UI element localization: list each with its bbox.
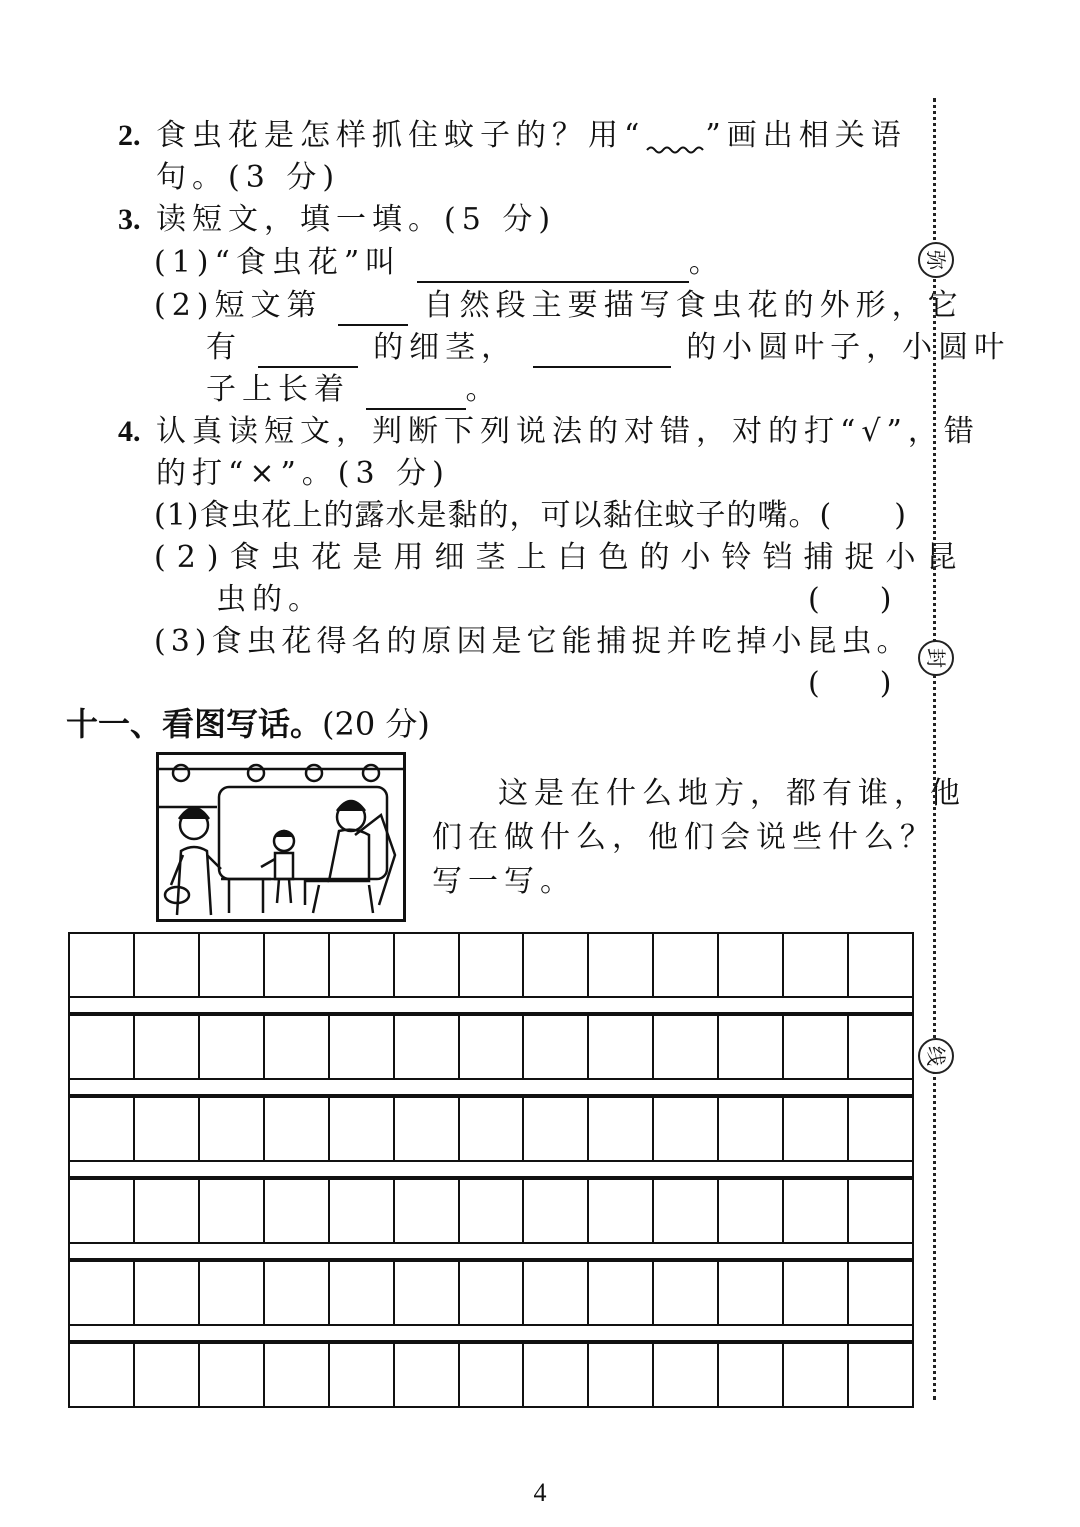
page-number: 4 — [533, 1478, 547, 1507]
grid-cell[interactable] — [524, 934, 589, 996]
grid-cell[interactable] — [719, 1098, 784, 1160]
grid-cell[interactable] — [524, 1262, 589, 1324]
section-11-title — [66, 702, 430, 746]
q4-statement-2[interactable] — [154, 538, 968, 578]
grid-cell[interactable] — [589, 1180, 654, 1242]
section-11-points: (20 分) — [322, 705, 430, 743]
grid-cell[interactable] — [849, 934, 914, 996]
grid-cell[interactable] — [784, 1344, 849, 1406]
grid-cell[interactable] — [589, 934, 654, 996]
grid-cell[interactable] — [135, 1016, 200, 1078]
grid-row — [68, 1096, 914, 1162]
grid-cell[interactable] — [719, 934, 784, 996]
q3-p2-b: 自然段主要描写食虫花的外形，它 — [423, 288, 964, 323]
q3-p2-e: 的小圆叶子，小圆叶 — [686, 330, 1011, 365]
grid-cell[interactable] — [719, 1180, 784, 1242]
q4-title-b: 的打“×”。(3 分) — [156, 456, 450, 491]
grid-cell[interactable] — [654, 1098, 719, 1160]
q3-part-2-line-1 — [154, 286, 964, 326]
q2-line-1 — [118, 116, 907, 156]
grid-cell[interactable] — [849, 1016, 914, 1078]
q3-p2-blank-paragraph[interactable] — [338, 292, 408, 326]
grid-cell[interactable] — [330, 1180, 395, 1242]
grid-cell[interactable] — [70, 934, 135, 996]
section-11-heading: 十一、看图写话。 — [66, 705, 323, 743]
grid-cell[interactable] — [654, 1016, 719, 1078]
grid-cell[interactable] — [395, 1262, 460, 1324]
grid-row — [68, 1342, 914, 1408]
q4-s3-answer-paren[interactable]: ( ) — [808, 666, 892, 701]
grid-cell[interactable] — [200, 934, 265, 996]
grid-cell[interactable] — [395, 1098, 460, 1160]
grid-cell[interactable] — [200, 1262, 265, 1324]
grid-cell[interactable] — [265, 1262, 330, 1324]
grid-row-spacer — [68, 1080, 914, 1096]
q3-p2-c: 有 — [206, 330, 242, 365]
q3-p2-f: 子上长着 — [206, 372, 350, 407]
q2-text-a: 食虫花是怎样抓住蚊子的？用“ — [156, 118, 646, 153]
grid-cell[interactable] — [589, 1098, 654, 1160]
grid-cell[interactable] — [200, 1180, 265, 1242]
q3-p2-blank-leaf[interactable] — [533, 334, 671, 368]
q4-s1: (1)食虫花上的露水是黏的，可以黏住蚊子的嘴。( ) — [154, 498, 907, 533]
grid-cell[interactable] — [330, 1016, 395, 1078]
grid-cell[interactable] — [265, 1098, 330, 1160]
grid-cell[interactable] — [784, 934, 849, 996]
grid-cell[interactable] — [135, 1098, 200, 1160]
grid-cell[interactable] — [265, 1344, 330, 1406]
grid-cell[interactable] — [849, 1098, 914, 1160]
grid-row-spacer — [68, 1326, 914, 1342]
grid-cell[interactable] — [70, 1344, 135, 1406]
grid-cell[interactable] — [524, 1016, 589, 1078]
q3-title: 读短文，填一填。(5 分) — [156, 202, 557, 237]
grid-cell[interactable] — [654, 1180, 719, 1242]
grid-cell[interactable] — [70, 1180, 135, 1242]
q3-p1-end: 。 — [688, 245, 725, 280]
grid-cell[interactable] — [524, 1344, 589, 1406]
q3-title-line — [118, 200, 556, 240]
q2-number: 2. — [118, 119, 141, 152]
grid-cell[interactable] — [70, 1016, 135, 1078]
grid-cell[interactable] — [395, 1016, 460, 1078]
grid-cell[interactable] — [524, 1180, 589, 1242]
grid-cell[interactable] — [784, 1098, 849, 1160]
grid-cell[interactable] — [330, 1262, 395, 1324]
grid-cell[interactable] — [460, 934, 525, 996]
q4-number: 4. — [118, 415, 141, 448]
q3-p2-blank-stem[interactable] — [258, 334, 358, 368]
section-11-prompt-3: 写一写。 — [432, 864, 576, 899]
q4-statement-2-cont — [216, 580, 324, 620]
seal-char-2: 封 — [918, 640, 954, 676]
grid-cell[interactable] — [589, 1344, 654, 1406]
grid-cell[interactable] — [200, 1344, 265, 1406]
q3-p2-blank-grows[interactable] — [366, 376, 466, 410]
grid-cell[interactable] — [524, 1098, 589, 1160]
grid-row — [68, 1014, 914, 1080]
grid-cell[interactable] — [784, 1016, 849, 1078]
grid-cell[interactable] — [70, 1262, 135, 1324]
q3-number: 3. — [118, 203, 141, 236]
grid-cell[interactable] — [200, 1098, 265, 1160]
grid-row — [68, 1260, 914, 1326]
grid-cell[interactable] — [654, 1344, 719, 1406]
grid-cell[interactable] — [70, 1098, 135, 1160]
grid-cell[interactable] — [330, 1344, 395, 1406]
grid-cell[interactable] — [784, 1180, 849, 1242]
q4-s2b: 虫的。 — [216, 582, 324, 617]
grid-cell[interactable] — [654, 934, 719, 996]
grid-cell[interactable] — [330, 1098, 395, 1160]
grid-cell[interactable] — [460, 1016, 525, 1078]
grid-cell[interactable] — [135, 1344, 200, 1406]
grid-cell[interactable] — [719, 1016, 784, 1078]
grid-row — [68, 932, 914, 998]
q3-p1-label: (1)“食虫花”叫 — [154, 245, 402, 280]
section-11-prompt-2: 们在做什么，他们会说些什么？ — [432, 820, 936, 855]
q4-title-line-1 — [118, 412, 980, 452]
q3-p2-a: (2)短文第 — [154, 288, 323, 323]
bus-scene-illustration — [156, 752, 406, 922]
bus-scene-icon — [159, 755, 403, 919]
q3-part-2-line-3 — [206, 370, 502, 410]
grid-cell[interactable] — [719, 1262, 784, 1324]
grid-cell[interactable] — [395, 1344, 460, 1406]
q2-line-2 — [156, 158, 340, 198]
grid-row-spacer — [68, 1162, 914, 1178]
grid-cell[interactable] — [330, 934, 395, 996]
grid-cell[interactable] — [135, 934, 200, 996]
grid-row-spacer — [68, 1244, 914, 1260]
seal-char-1: 弥 — [918, 242, 954, 278]
grid-cell[interactable] — [265, 934, 330, 996]
grid-cell[interactable] — [265, 1016, 330, 1078]
q2-text-b: ”画出相关语 — [705, 118, 907, 153]
q3-part-2-line-2 — [206, 328, 1010, 368]
grid-cell[interactable] — [849, 1344, 914, 1406]
q4-s2-answer-paren[interactable]: ( ) — [808, 582, 892, 617]
seal-char-3: 线 — [918, 1038, 954, 1074]
section-11-prompt-1: 这是在什么地方，都有谁，他 — [498, 776, 966, 811]
grid-cell[interactable] — [395, 934, 460, 996]
grid-cell[interactable] — [589, 1016, 654, 1078]
grid-cell[interactable] — [200, 1016, 265, 1078]
q3-p2-d: 的细茎， — [373, 330, 518, 365]
q3-p2-g: 。 — [465, 372, 502, 407]
q4-title-a: 认真读短文，判断下列说法的对错，对的打“√”，错 — [156, 414, 980, 449]
grid-cell[interactable] — [460, 1180, 525, 1242]
q4-title-line-2 — [156, 454, 450, 494]
seal-dotted-line — [933, 98, 936, 1400]
q4-s3: (3)食虫花得名的原因是它能捕捉并吃掉小昆虫。 — [154, 624, 912, 659]
q4-statement-3[interactable] — [154, 622, 912, 662]
grid-cell[interactable] — [589, 1262, 654, 1324]
grid-cell[interactable] — [784, 1262, 849, 1324]
grid-cell[interactable] — [460, 1344, 525, 1406]
grid-cell[interactable] — [135, 1262, 200, 1324]
grid-cell[interactable] — [849, 1262, 914, 1324]
wavy-underline-icon — [645, 126, 705, 156]
grid-row-spacer — [68, 998, 914, 1014]
q4-s2a: (2)食虫花是用细茎上白色的小铃铛捕捉小昆 — [154, 540, 968, 575]
grid-cell[interactable] — [265, 1180, 330, 1242]
grid-row — [68, 1178, 914, 1244]
grid-cell[interactable] — [135, 1180, 200, 1242]
q3-p1-blank[interactable] — [417, 249, 689, 283]
grid-cell[interactable] — [395, 1180, 460, 1242]
q4-statement-1[interactable] — [154, 496, 907, 536]
grid-cell[interactable] — [654, 1262, 719, 1324]
q2-text-c: 句。(3 分) — [156, 160, 341, 195]
grid-cell[interactable] — [849, 1180, 914, 1242]
grid-cell[interactable] — [460, 1098, 525, 1160]
grid-cell[interactable] — [719, 1344, 784, 1406]
grid-cell[interactable] — [460, 1262, 525, 1324]
q3-part-1 — [154, 243, 725, 283]
